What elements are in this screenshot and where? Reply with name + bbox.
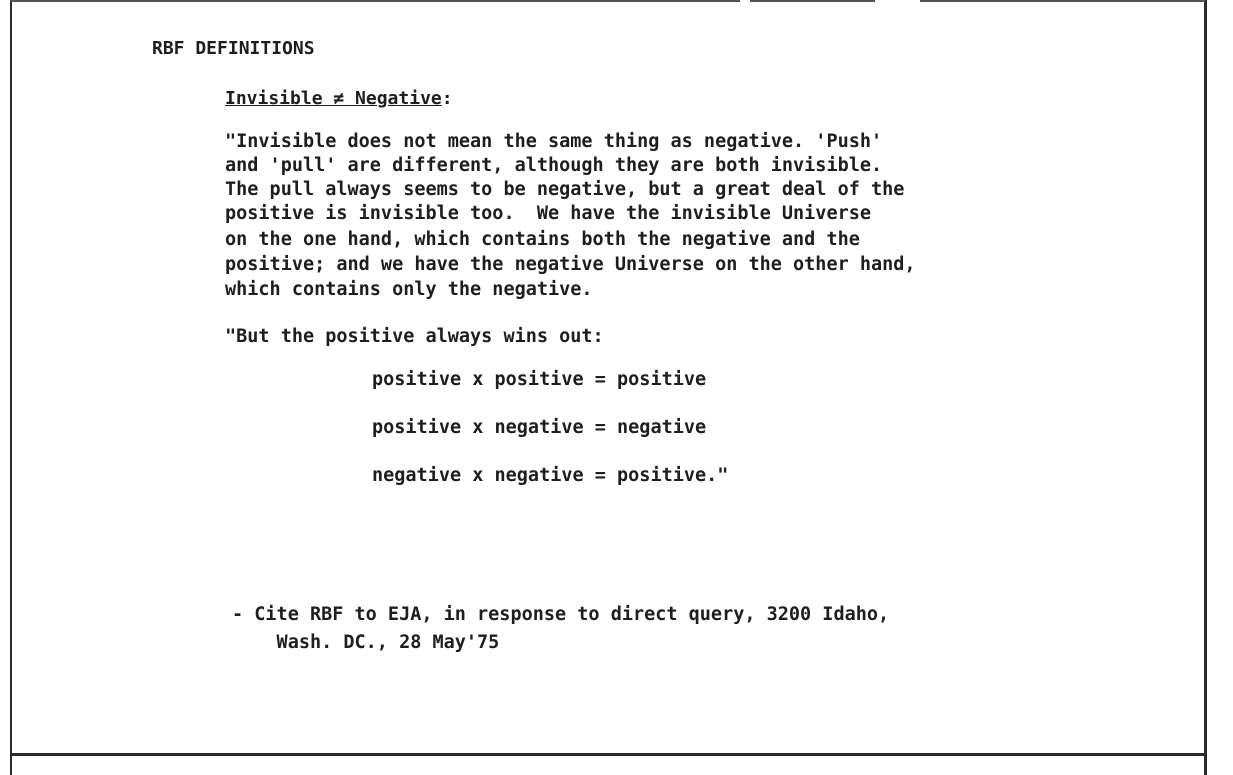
- page-border-bottom: [10, 753, 1207, 756]
- page-border-right: [1204, 0, 1207, 775]
- section-title: [225, 88, 453, 109]
- page-border-top: [920, 0, 1205, 2]
- section-title-text: Invisible ≠ Negative: [225, 88, 442, 109]
- paragraph-line: on the one hand, which contains both the negative and the: [225, 229, 860, 250]
- paragraph-line: and 'pull' are different, although they are both invisible.: [225, 155, 883, 176]
- equation-line: negative x negative = positive.": [372, 465, 729, 486]
- equation-line: positive x negative = negative: [372, 417, 707, 438]
- equation-line: positive x positive = positive: [372, 369, 707, 390]
- citation-line: - Cite RBF to EJA, in response to direct query, 3200 Idaho,: [232, 604, 890, 625]
- section-title-colon: :: [441, 88, 453, 109]
- page-border-left: [10, 0, 12, 775]
- paragraph-line: which contains only the negative.: [225, 279, 593, 300]
- paragraph-line: The pull always seems to be negative, but a great deal of the: [225, 179, 905, 200]
- page-title: RBF DEFINITIONS: [152, 38, 315, 59]
- paragraph-line: "But the positive always wins out:: [225, 326, 604, 347]
- paragraph-line: positive; and we have the negative Universe on the other hand,: [225, 254, 916, 275]
- paragraph-line: positive is invisible too. We have the invisible Universe: [225, 203, 872, 224]
- paragraph-line: "Invisible does not mean the same thing as negative. 'Push': [225, 131, 883, 152]
- page-border-top: [750, 0, 875, 2]
- citation-line: Wash. DC., 28 May'75: [232, 632, 500, 653]
- page-border-top: [10, 0, 740, 2]
